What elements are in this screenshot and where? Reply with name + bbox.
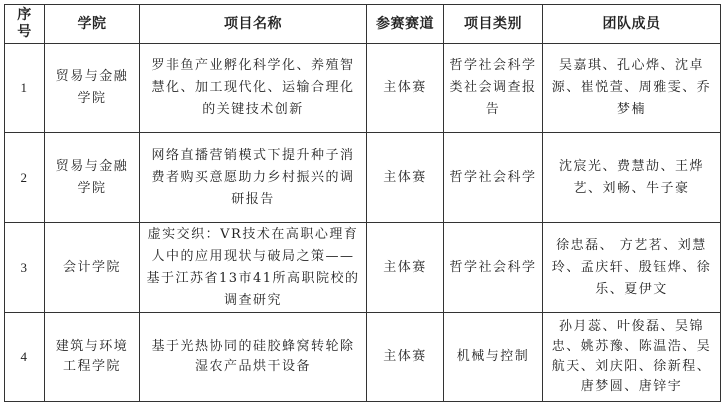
header-index: 序号 bbox=[5, 5, 45, 44]
row-track: 主体赛 bbox=[367, 133, 444, 223]
row-project-name: 网络直播营销模式下提升种子消费者购买意愿助力乡村振兴的调研报告 bbox=[140, 133, 367, 223]
row-category: 机械与控制 bbox=[444, 313, 543, 402]
row-index: 1 bbox=[5, 44, 45, 133]
row-project-name: 虚实交织：VR技术在高职心理育人中的应用现状与破局之策——基于江苏省13市41所高职院校的调查研究 bbox=[140, 223, 367, 313]
row-college: 建筑与环境工程学院 bbox=[45, 313, 140, 402]
row-college: 贸易与金融学院 bbox=[45, 133, 140, 223]
table-row bbox=[5, 133, 721, 223]
row-project-name: 罗非鱼产业孵化科学化、养殖智慧化、加工现代化、运输合理化的关键技术创新 bbox=[140, 44, 367, 133]
row-team-members: 沈宸光、费慧劼、王烨艺、刘畅、牛子豪 bbox=[543, 133, 721, 223]
table-row bbox=[5, 223, 721, 313]
row-category: 哲学社会科学 bbox=[444, 133, 543, 223]
row-index: 2 bbox=[5, 133, 45, 223]
row-project-name: 基于光热协同的硅胶蜂窝转轮除湿农产品烘干设备 bbox=[140, 313, 367, 402]
row-category: 哲学社会科学 bbox=[444, 223, 543, 313]
row-college: 会计学院 bbox=[45, 223, 140, 313]
row-college: 贸易与金融学院 bbox=[45, 44, 140, 133]
header-track: 参赛赛道 bbox=[367, 5, 444, 44]
header-category: 项目类别 bbox=[444, 5, 543, 44]
project-table bbox=[4, 4, 721, 402]
header-college: 学院 bbox=[45, 5, 140, 44]
table-row bbox=[5, 313, 721, 402]
row-team-members: 徐忠磊、 方艺茗、刘慧玲、孟庆轩、殷钰烨、徐乐、夏伊文 bbox=[543, 223, 721, 313]
table-row bbox=[5, 44, 721, 133]
row-track: 主体赛 bbox=[367, 44, 444, 133]
row-team-members: 孙月蕊、叶俊磊、吴锦忠、姚苏豫、陈温浩、吴航天、刘庆阳、徐新程、唐梦圆、唐锌宇 bbox=[543, 313, 721, 402]
row-index: 3 bbox=[5, 223, 45, 313]
row-category: 哲学社会科学类社会调查报告 bbox=[444, 44, 543, 133]
row-track: 主体赛 bbox=[367, 223, 444, 313]
row-track: 主体赛 bbox=[367, 313, 444, 402]
row-index: 4 bbox=[5, 313, 45, 402]
header-team: 团队成员 bbox=[543, 5, 721, 44]
header-project: 项目名称 bbox=[140, 5, 367, 44]
row-team-members: 吴嘉琪、孔心烨、沈卓源、崔悦萱、周雅雯、乔梦楠 bbox=[543, 44, 721, 133]
header-row bbox=[5, 5, 721, 44]
